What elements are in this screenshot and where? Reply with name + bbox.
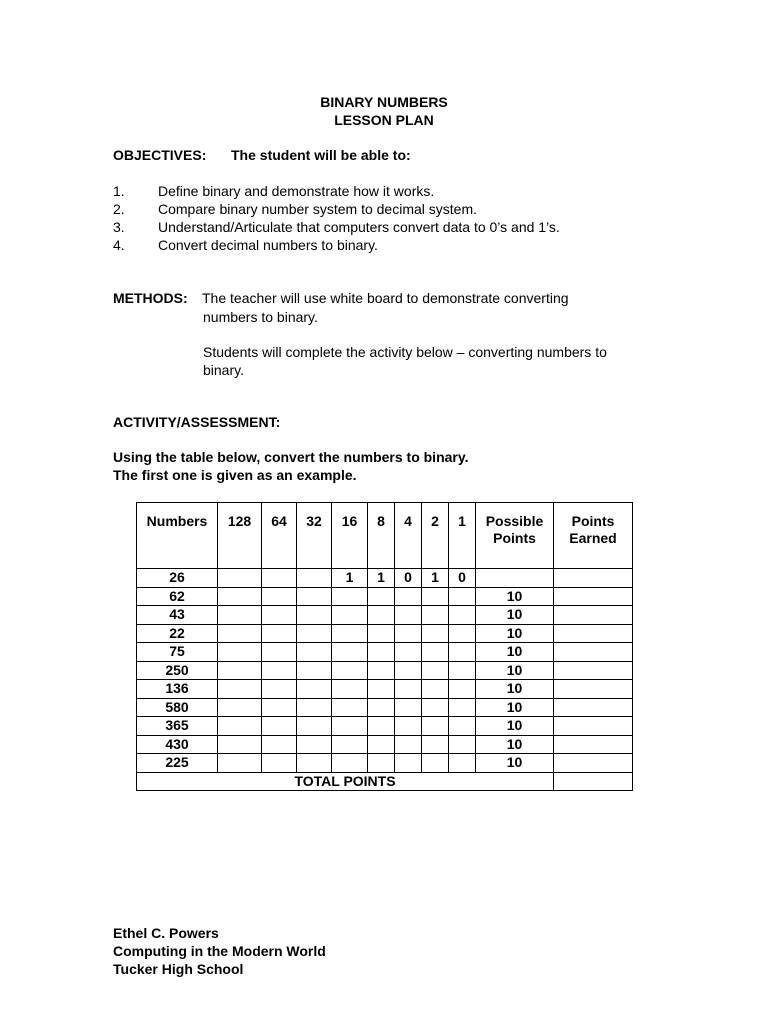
bit-cell (368, 735, 395, 754)
bit-cell (297, 680, 332, 699)
bit-cell (449, 698, 476, 717)
objective-text: Understand/Articulate that computers convert data to 0’s and 1’s. (158, 219, 560, 235)
header-numbers: Numbers (137, 503, 218, 569)
school-name: Tucker High School (113, 961, 244, 977)
bit-cell (395, 661, 422, 680)
possible-points-cell: 10 (476, 606, 554, 625)
possible-points-cell: 10 (476, 643, 554, 662)
bit-cell (218, 680, 262, 699)
methods-line-2: numbers to binary. (203, 309, 318, 325)
bit-cell (262, 569, 297, 588)
bit-cell (218, 624, 262, 643)
bit-cell (368, 624, 395, 643)
bit-cell (218, 661, 262, 680)
bit-cell (422, 587, 449, 606)
table-row (137, 569, 633, 588)
table-row (137, 754, 633, 773)
bit-cell (422, 643, 449, 662)
activity-heading: ACTIVITY/ASSESSMENT: (113, 414, 281, 430)
bit-cell (332, 735, 368, 754)
objective-item (113, 200, 673, 218)
bit-cell (368, 587, 395, 606)
bit-cell (297, 606, 332, 625)
table-row (137, 624, 633, 643)
objective-number: 4. (113, 237, 125, 253)
bit-cell (422, 717, 449, 736)
table-row (137, 643, 633, 662)
points-earned-cell (554, 754, 633, 773)
points-earned-cell (554, 680, 633, 699)
possible-points-cell: 10 (476, 587, 554, 606)
bit-cell (422, 661, 449, 680)
objectives-intro: The student will be able to: (231, 147, 411, 163)
bit-cell (332, 606, 368, 625)
possible-points-cell: 10 (476, 754, 554, 773)
bit-cell: 1 (368, 569, 395, 588)
bit-cell (449, 624, 476, 643)
bit-cell: 0 (449, 569, 476, 588)
bit-cell (449, 735, 476, 754)
bit-cell (262, 680, 297, 699)
number-cell: 22 (137, 624, 218, 643)
bit-cell (297, 661, 332, 680)
bit-cell (262, 606, 297, 625)
methods-line-1: The teacher will use white board to demonstrate converting (202, 290, 569, 306)
header-32: 32 (297, 503, 332, 569)
bit-cell (297, 569, 332, 588)
bit-cell (422, 735, 449, 754)
table-row (137, 680, 633, 699)
bit-cell (218, 569, 262, 588)
bit-cell (368, 661, 395, 680)
possible-points-cell: 10 (476, 661, 554, 680)
activity-instruction-1: Using the table below, convert the numbers to binary. (113, 449, 469, 465)
title-line-2: LESSON PLAN (334, 112, 434, 128)
bit-cell (332, 717, 368, 736)
objective-number: 1. (113, 183, 125, 199)
title-line-1: BINARY NUMBERS (320, 94, 448, 110)
possible-points-cell: 10 (476, 717, 554, 736)
objective-text: Convert decimal numbers to binary. (158, 237, 378, 253)
bit-cell (395, 624, 422, 643)
bit-cell (422, 698, 449, 717)
activity-instruction-2: The first one is given as an example. (113, 467, 357, 483)
methods-line-4: binary. (203, 362, 244, 378)
course-name: Computing in the Modern World (113, 943, 326, 959)
table-row (137, 717, 633, 736)
bit-cell (332, 643, 368, 662)
bit-cell (262, 643, 297, 662)
table-row (137, 606, 633, 625)
objective-number: 2. (113, 201, 125, 217)
bit-cell (218, 643, 262, 662)
table-header-row (137, 503, 633, 569)
bit-cell (262, 717, 297, 736)
objective-text: Compare binary number system to decimal system. (158, 201, 477, 217)
bit-cell (368, 680, 395, 699)
bit-cell (262, 661, 297, 680)
bit-cell (262, 624, 297, 643)
bit-cell (218, 717, 262, 736)
bit-cell (262, 754, 297, 773)
bit-cell (395, 587, 422, 606)
bit-cell (218, 587, 262, 606)
bit-cell (449, 680, 476, 699)
bit-cell (218, 698, 262, 717)
possible-points-cell: 10 (476, 735, 554, 754)
bit-cell (262, 735, 297, 754)
bit-cell (297, 698, 332, 717)
objective-item (113, 236, 673, 254)
total-row (137, 772, 633, 791)
bit-cell (368, 606, 395, 625)
number-cell: 136 (137, 680, 218, 699)
number-cell: 43 (137, 606, 218, 625)
bit-cell (449, 754, 476, 773)
number-cell: 225 (137, 754, 218, 773)
total-points-label: TOTAL POINTS (137, 772, 554, 791)
objectives-label: OBJECTIVES: (113, 147, 207, 163)
bit-cell (297, 735, 332, 754)
number-cell: 26 (137, 569, 218, 588)
table-row (137, 661, 633, 680)
objective-text: Define binary and demonstrate how it works. (158, 183, 435, 199)
possible-points-cell: 10 (476, 624, 554, 643)
objective-number: 3. (113, 219, 125, 235)
bit-cell (449, 587, 476, 606)
bit-cell (395, 643, 422, 662)
objective-item (113, 218, 673, 236)
objectives-list (113, 182, 673, 254)
header-4: 4 (395, 503, 422, 569)
bit-cell (449, 606, 476, 625)
bit-cell (449, 717, 476, 736)
possible-points-cell: 10 (476, 680, 554, 699)
methods-label: METHODS: (113, 290, 188, 306)
bit-cell (297, 717, 332, 736)
number-cell: 430 (137, 735, 218, 754)
table-row (137, 735, 633, 754)
footer (113, 924, 326, 978)
possible-points-cell: 10 (476, 698, 554, 717)
bit-cell (218, 606, 262, 625)
bit-cell (368, 698, 395, 717)
bit-cell (449, 661, 476, 680)
points-earned-cell (554, 735, 633, 754)
bit-cell (332, 624, 368, 643)
bit-cell (332, 754, 368, 773)
bit-cell (332, 698, 368, 717)
header-points-earned: Points Earned (554, 503, 633, 569)
bit-cell (262, 698, 297, 717)
bit-cell (218, 754, 262, 773)
bit-cell (332, 587, 368, 606)
bit-cell (297, 754, 332, 773)
bit-cell (368, 754, 395, 773)
header-128: 128 (218, 503, 262, 569)
table-body (137, 503, 633, 791)
bit-cell (368, 643, 395, 662)
author-name: Ethel C. Powers (113, 925, 219, 941)
points-earned-cell (554, 643, 633, 662)
header-16: 16 (332, 503, 368, 569)
bit-cell (262, 587, 297, 606)
header-possible-points: Possible Points (476, 503, 554, 569)
bit-cell: 0 (395, 569, 422, 588)
header-1: 1 (449, 503, 476, 569)
bit-cell (297, 643, 332, 662)
bit-cell (332, 661, 368, 680)
points-earned-cell (554, 606, 633, 625)
number-cell: 250 (137, 661, 218, 680)
bit-cell (395, 754, 422, 773)
methods-line-3: Students will complete the activity below – converting numbers to (203, 344, 607, 360)
bit-cell (422, 754, 449, 773)
bit-cell (422, 680, 449, 699)
bit-cell (297, 587, 332, 606)
header-2: 2 (422, 503, 449, 569)
table-row (137, 698, 633, 717)
points-earned-cell (554, 661, 633, 680)
bit-cell (395, 606, 422, 625)
points-earned-cell (554, 587, 633, 606)
bit-cell (422, 624, 449, 643)
number-cell: 75 (137, 643, 218, 662)
bit-cell (332, 680, 368, 699)
number-cell: 580 (137, 698, 218, 717)
bit-cell (395, 717, 422, 736)
total-points-value (554, 772, 633, 791)
number-cell: 365 (137, 717, 218, 736)
bit-cell (395, 680, 422, 699)
header-8: 8 (368, 503, 395, 569)
number-cell: 62 (137, 587, 218, 606)
bit-cell (422, 606, 449, 625)
points-earned-cell (554, 569, 633, 588)
bit-cell: 1 (422, 569, 449, 588)
points-earned-cell (554, 698, 633, 717)
header-64: 64 (262, 503, 297, 569)
bit-cell (395, 698, 422, 717)
points-earned-cell (554, 717, 633, 736)
objective-item (113, 182, 673, 200)
bit-cell (297, 624, 332, 643)
bit-cell: 1 (332, 569, 368, 588)
possible-points-cell (476, 569, 554, 588)
bit-cell (395, 735, 422, 754)
points-earned-cell (554, 624, 633, 643)
bit-cell (368, 717, 395, 736)
binary-conversion-table (136, 502, 633, 791)
table-row (137, 587, 633, 606)
bit-cell (449, 643, 476, 662)
bit-cell (218, 735, 262, 754)
